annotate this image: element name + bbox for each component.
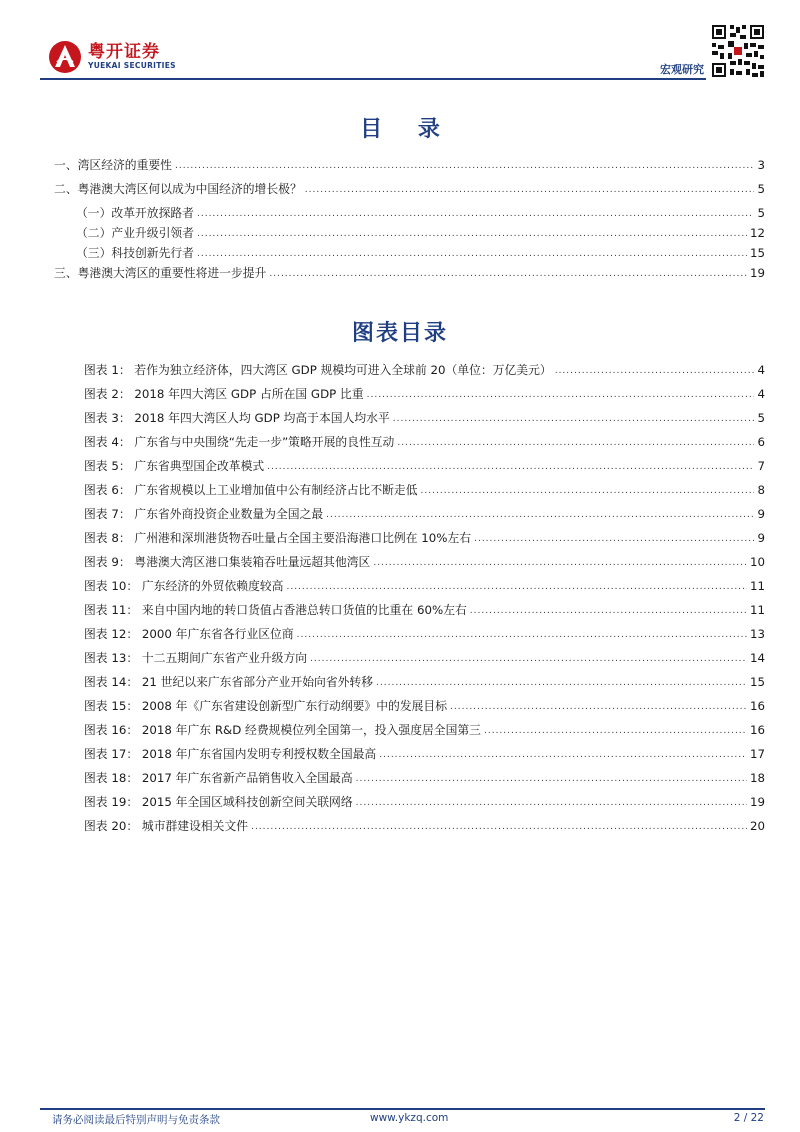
figure-entry[interactable]: 图表 19： 2015 年全国区域科技创新空间关联网络 ..... 19 [84, 794, 765, 810]
figure-entry[interactable]: 图表 16： 2018 年广东 R&D 经费规模位列全国第一，投入强度居全国第三 ..... 16 [84, 722, 765, 738]
logo-chinese-name: 粤开证券 [88, 42, 160, 62]
figure-entry[interactable]: 图表 20： 城市群建设相关文件 ..... 20 [84, 818, 765, 834]
toc-entry[interactable]: 二、粤港澳大湾区何以成为中国经济的增长极？ ..... 5 [54, 181, 765, 197]
company-logo [48, 40, 176, 74]
figure-entry[interactable]: 图表 2： 2018 年四大湾区 GDP 占所在国 GDP 比重 ..... 4 [84, 386, 765, 402]
toc-entry[interactable]: （三）科技创新先行者 ..... 15 [76, 245, 765, 261]
page-header [0, 0, 800, 90]
qr-code-icon [710, 23, 766, 79]
figure-entry[interactable]: 图表 11： 来自中国内地的转口货值占香港总转口货值的比重在 60%左右 ..... 11 [84, 602, 765, 618]
figure-entry[interactable]: 图表 4： 广东省与中央围绕“先走一步”策略开展的良性互动 ..... 6 [84, 434, 765, 450]
toc-entry[interactable]: 三、粤港澳大湾区的重要性将进一步提升 ..... 19 [54, 265, 765, 281]
toc-entry[interactable]: （一）改革开放探路者 ..... 5 [76, 205, 765, 221]
figure-entry[interactable]: 图表 5： 广东省典型国企改革模式 ..... 7 [84, 458, 765, 474]
logo-english-name: YUEKAI SECURITIES [88, 61, 176, 70]
figure-entry[interactable]: 图表 1： 若作为独立经济体，四大湾区 GDP 规模均可进入全球前 20（单位：万亿美元） ..... 4 [84, 362, 765, 378]
figure-entry[interactable]: 图表 7： 广东省外商投资企业数量为全国之最 ..... 9 [84, 506, 765, 522]
figure-entry[interactable]: 图表 10： 广东经济的外贸依赖度较高 ..... 11 [84, 578, 765, 594]
figure-entry[interactable]: 图表 17： 2018 年广东省国内发明专利授权数全国最高 ..... 17 [84, 746, 765, 762]
toc-entry[interactable]: 一、湾区经济的重要性 ..... 3 [54, 157, 765, 173]
figure-entry[interactable]: 图表 14： 21 世纪以来广东省部分产业开始向省外转移 ..... 15 [84, 674, 765, 690]
figure-entry[interactable]: 图表 13： 十二五期间广东省产业升级方向 ..... 14 [84, 650, 765, 666]
logo-mark-icon [48, 40, 82, 74]
figure-entry[interactable]: 图表 18： 2017 年广东省新产品销售收入全国最高 ..... 18 [84, 770, 765, 786]
toc-entry[interactable]: （二）产业升级引领者 ..... 12 [76, 225, 765, 241]
footer-disclaimer: 请务必阅读最后特别声明与免责条款 [52, 1114, 220, 1126]
figure-entry[interactable]: 图表 9： 粤港澳大湾区港口集装箱吞吐量远超其他湾区 ..... 10 [84, 554, 765, 570]
figure-entry[interactable]: 图表 15： 2008 年《广东省建设创新型广东行动纲要》中的发展目标 ..... 16 [84, 698, 765, 714]
toc-title: 目 录 [360, 117, 454, 142]
footer-website[interactable]: www.ykzq.com [370, 1112, 449, 1124]
footer-divider [40, 1108, 765, 1110]
figure-entry[interactable]: 图表 8： 广州港和深圳港货物吞吐量占全国主要沿海港口比例在 10%左右 ..... 9 [84, 530, 765, 546]
figure-entry[interactable]: 图表 6： 广东省规模以上工业增加值中公有制经济占比不断走低 ..... 8 [84, 482, 765, 498]
figure-entry[interactable]: 图表 12： 2000 年广东省各行业区位商 ..... 13 [84, 626, 765, 642]
figure-entry[interactable]: 图表 3： 2018 年四大湾区人均 GDP 均高于本国人均水平 ..... 5 [84, 410, 765, 426]
figures-title: 图表目录 [351, 321, 448, 346]
page-indicator: 2 / 22 [733, 1112, 764, 1124]
report-section-label: 宏观研究 [660, 63, 704, 76]
header-divider [40, 78, 706, 80]
